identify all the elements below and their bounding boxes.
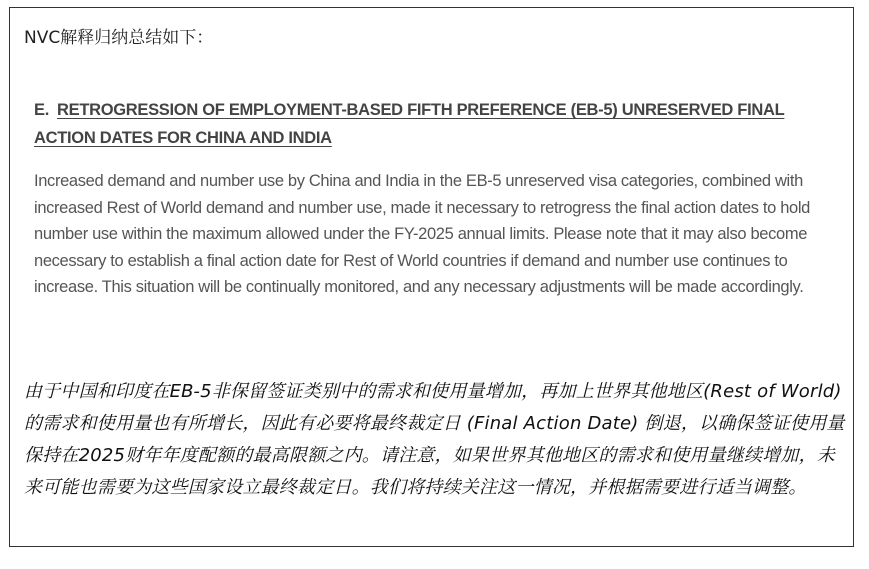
section-heading (34, 96, 794, 152)
section-title: RETROGRESSION OF EMPLOYMENT-BASED FIFTH PREFERENCE (EB-5) UNRESERVED FINAL ACTION DATES FOR CHINA AND INDIA (34, 101, 785, 147)
section-prefix: E. (34, 101, 49, 119)
chinese-translation: 由于中国和印度在EB-5非保留签证类别中的需求和使用量增加，再加上世界其他地区(Rest of World) 的需求和使用量也有所增长，因此有必要将最终裁定日 (Final Action Date) 倒退，以确保签证使用量保持在2025财年年度配额的最高限额之内。请注意，如果世界其他地区的需求和使用量继续增加，未来可能也需要为这些国家设立最终裁定日。我们将持续关注这一情况，并根据需要进行适当调整。 (24, 381, 845, 498)
section-body: Increased demand and number use by China and India in the EB-5 unreserved visa categories, combined with increased Rest of World demand and number use, made it necessary to retrogress the final action dates to hold number use within the maximum allowed under the FY-2025 annual limits. Please note that it may also become necessary to establish a final action date for Rest of World countries if demand and number use continues to increase. This situation will be continually monitored, and any necessary adjustments will be made accordingly. (34, 172, 810, 297)
intro-text: NVC解释归纳总结如下： (24, 28, 214, 48)
document-frame (9, 7, 854, 547)
